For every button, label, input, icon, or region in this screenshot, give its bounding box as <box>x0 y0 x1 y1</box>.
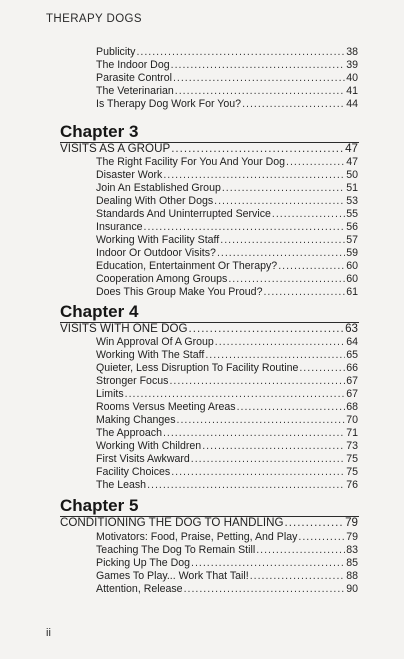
toc-entry <box>96 273 358 285</box>
toc-entry-page: 60 <box>346 260 358 272</box>
toc-entry-title: Standards And Uninterrupted Service <box>96 208 271 220</box>
toc-entry-page: 76 <box>346 479 358 491</box>
toc-entry <box>96 286 358 298</box>
toc-entry-title: Indoor Or Outdoor Visits? <box>96 247 216 259</box>
toc-entry-page: 75 <box>346 466 358 478</box>
chapter-heading: Chapter 3 <box>60 122 139 141</box>
toc-entry <box>96 557 358 569</box>
toc-entry-page: 75 <box>346 453 358 465</box>
toc-section-title: CONDITIONING THE DOG TO HANDLING <box>60 516 284 529</box>
toc-entry-title: Motivators: Food, Praise, Petting, And Play <box>96 531 298 543</box>
toc-section <box>60 516 358 530</box>
toc-entry-page: 66 <box>346 362 358 374</box>
toc-entry <box>96 375 358 387</box>
toc-entry-page: 88 <box>346 570 358 582</box>
toc-entry-title: Making Changes <box>96 414 176 426</box>
toc-entry-page: 50 <box>346 169 358 181</box>
toc-entry <box>96 208 358 220</box>
toc-entry <box>96 544 358 556</box>
toc-entry-page: 90 <box>346 583 358 595</box>
toc-entry <box>96 388 358 400</box>
toc-entry <box>96 156 358 168</box>
toc-section-page: 63 <box>345 322 358 335</box>
toc-entry-page: 60 <box>346 273 358 285</box>
toc-entry-page: 51 <box>346 182 358 194</box>
toc-entry <box>96 427 358 439</box>
toc-entry-page: 73 <box>346 440 358 452</box>
toc-entry-title: First Visits Awkward <box>96 453 190 465</box>
toc-entry-page: 67 <box>346 388 358 400</box>
toc-entry-page: 67 <box>346 375 358 387</box>
toc-entry-title: Education, Entertainment Or Therapy? <box>96 260 278 272</box>
toc-entry-page: 59 <box>346 247 358 259</box>
toc-entry <box>96 98 358 110</box>
toc-entry <box>96 453 358 465</box>
toc-entry-title: Does This Group Make You Proud? <box>96 286 263 298</box>
toc-entry <box>96 182 358 194</box>
toc-section-page: 79 <box>345 516 358 529</box>
toc-entry-title: Join An Established Group <box>96 182 221 194</box>
toc-entry-page: 57 <box>346 234 358 246</box>
toc-entry-page: 64 <box>346 336 358 348</box>
toc-entry <box>96 583 358 595</box>
toc-entry-title: Games To Play... Work That Tail! <box>96 570 249 582</box>
toc-entry <box>96 570 358 582</box>
toc-entry-page: 56 <box>346 221 358 233</box>
toc-entry <box>96 59 358 71</box>
toc-entry-title: Win Approval Of A Group <box>96 336 214 348</box>
toc-entry-title: Limits <box>96 388 124 400</box>
toc-entry-title: Insurance <box>96 221 143 233</box>
toc-entry-title: Working With Facility Staff <box>96 234 220 246</box>
toc-entry-title: The Approach <box>96 427 162 439</box>
toc-entry <box>96 85 358 97</box>
toc-section <box>60 142 358 156</box>
toc-entry-title: Is Therapy Dog Work For You? <box>96 98 242 110</box>
toc-entry <box>96 401 358 413</box>
toc-entry-title: Attention, Release <box>96 583 183 595</box>
toc-entry-title: The Right Facility For You And Your Dog <box>96 156 286 168</box>
toc-entry-title: Working With Children <box>96 440 202 452</box>
toc-entry-title: Stronger Focus <box>96 375 169 387</box>
toc-entry-title: Cooperation Among Groups <box>96 273 228 285</box>
toc-entry-title: Disaster Work <box>96 169 163 181</box>
toc-entry-page: 83 <box>346 544 358 556</box>
toc-entry-page: 40 <box>346 72 358 84</box>
toc-entry-page: 61 <box>346 286 358 298</box>
toc-entry-page: 65 <box>346 349 358 361</box>
toc-entry <box>96 234 358 246</box>
toc-entry-page: 53 <box>346 195 358 207</box>
chapter-heading: Chapter 4 <box>60 302 139 321</box>
toc-section-page: 47 <box>345 142 358 155</box>
toc-entry <box>96 440 358 452</box>
toc-entry-title: The Leash <box>96 479 147 491</box>
toc-entry-title: Dealing With Other Dogs <box>96 195 214 207</box>
toc-entry-page: 85 <box>346 557 358 569</box>
toc-entry <box>96 336 358 348</box>
toc-entry-page: 70 <box>346 414 358 426</box>
running-head: THERAPY DOGS <box>46 13 142 25</box>
toc-entry-page: 47 <box>346 156 358 168</box>
toc-entry-page: 55 <box>346 208 358 220</box>
toc-entry-page: 79 <box>346 531 358 543</box>
toc-entry <box>96 169 358 181</box>
toc-section <box>60 322 358 336</box>
toc-entry <box>96 414 358 426</box>
toc-entry <box>96 195 358 207</box>
page-number: ii <box>46 627 51 639</box>
toc-entry-title: Picking Up The Dog <box>96 557 191 569</box>
toc-entry-title: Parasite Control <box>96 72 172 84</box>
toc-entry <box>96 221 358 233</box>
toc-entry-title: Facility Choices <box>96 466 171 478</box>
toc-entry-title: The Veterinarian <box>96 85 174 97</box>
toc-section-title: VISITS AS A GROUP <box>60 142 171 155</box>
toc-entry <box>96 72 358 84</box>
toc-entry <box>96 466 358 478</box>
toc-entry-title: Publicity <box>96 46 136 58</box>
toc-entry-page: 39 <box>346 59 358 71</box>
toc-entry-title: Quieter, Less Disruption To Facility Routine <box>96 362 299 374</box>
chapter-heading: Chapter 5 <box>60 496 139 515</box>
toc-entry <box>96 247 358 259</box>
toc-entry-page: 68 <box>346 401 358 413</box>
toc-entry <box>96 349 358 361</box>
toc-entry <box>96 479 358 491</box>
toc-entry-page: 41 <box>346 85 358 97</box>
toc-entry <box>96 531 358 543</box>
toc-entry-title: The Indoor Dog <box>96 59 170 71</box>
toc-entry <box>96 362 358 374</box>
toc-section-title: VISITS WITH ONE DOG <box>60 322 188 335</box>
toc-entry-page: 44 <box>346 98 358 110</box>
toc-entry-title: Rooms Versus Meeting Areas <box>96 401 236 413</box>
toc-entry <box>96 260 358 272</box>
toc-entry-page: 71 <box>346 427 358 439</box>
toc-entry <box>96 46 358 58</box>
toc-entry-title: Teaching The Dog To Remain Still <box>96 544 256 556</box>
toc-entry-title: Working With The Staff <box>96 349 205 361</box>
toc-entry-page: 38 <box>346 46 358 58</box>
